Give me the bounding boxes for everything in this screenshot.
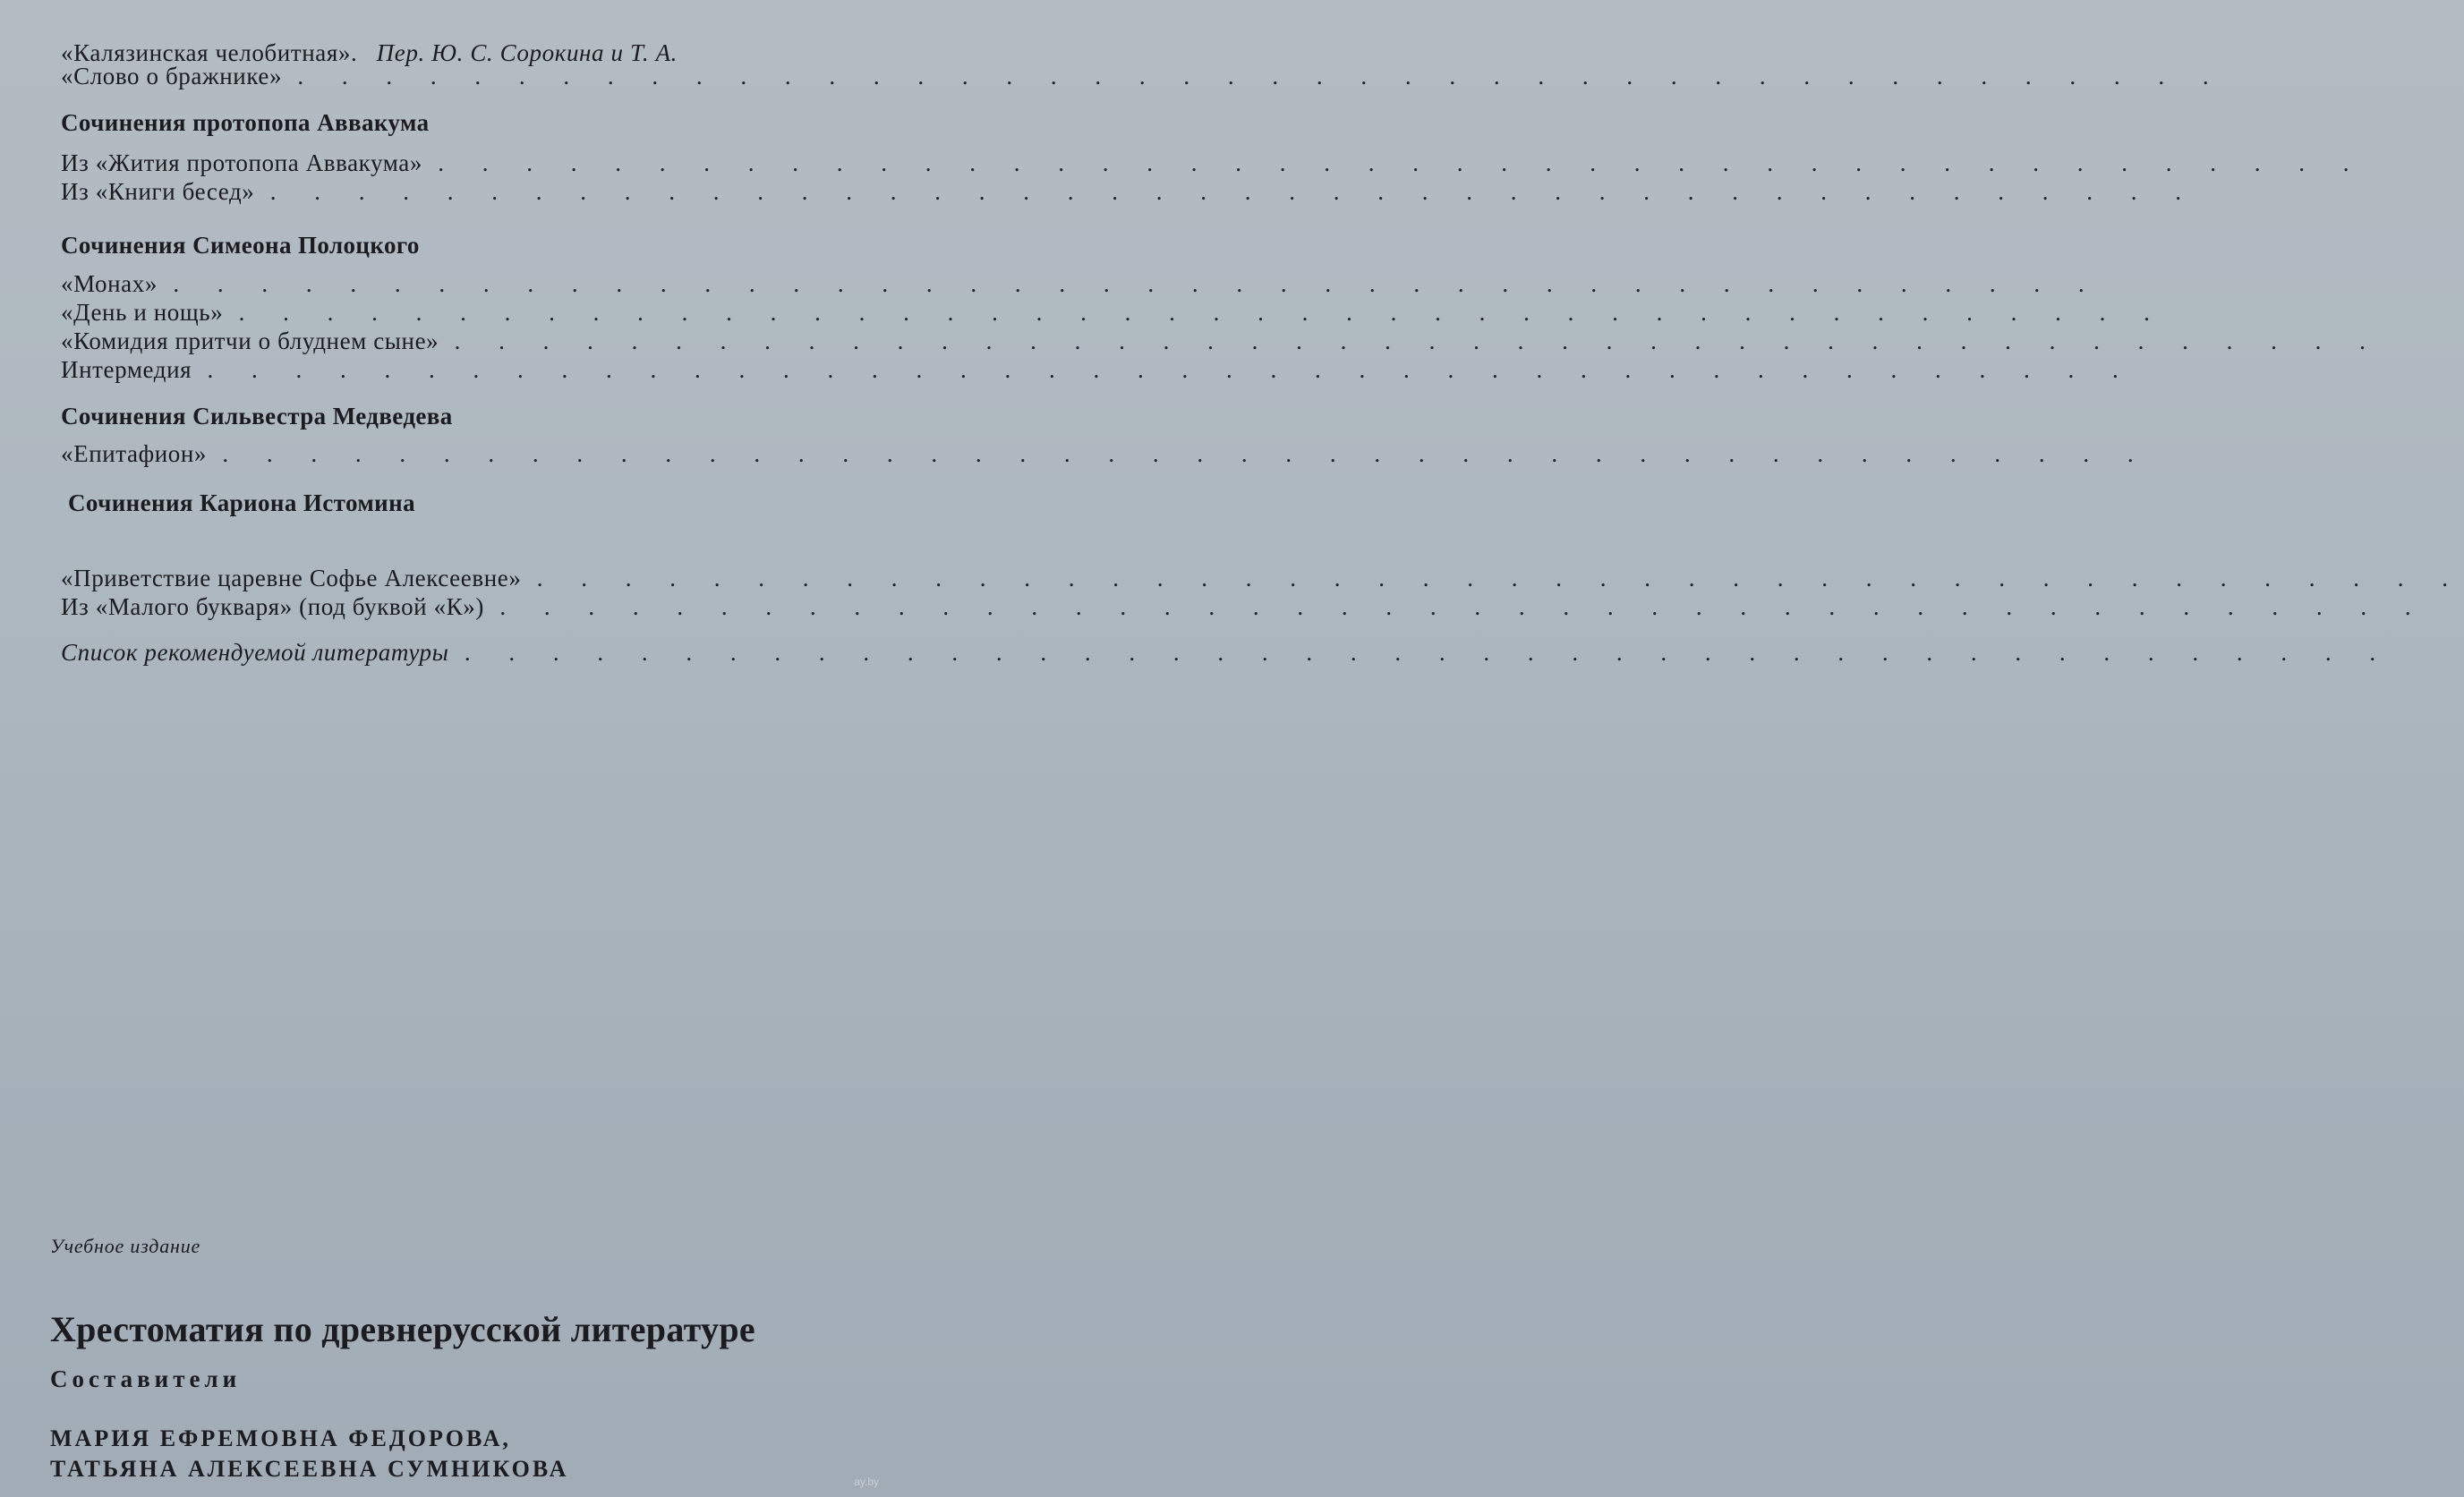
toc-entry-title: «Епитафион» xyxy=(61,440,207,467)
toc-entry-recommended-reading xyxy=(61,637,2392,668)
leader-dots: . . . . . . . . . . . . . . . . . . . . . . . . . . . . . . . . . . . . . . . . . . . . xyxy=(238,299,2166,326)
leader-dots: . . . . . . . . . . . . . . . . . . . . . . . . . . . . . . . . . . . . . . . . . . . . xyxy=(297,63,2225,89)
author-name: МАРИЯ ЕФРЕМОВНА ФЕДОРОВА, xyxy=(50,1425,511,1451)
section-heading-silvestr-medvedev: Сочинения Сильвестра Медведева xyxy=(61,403,453,430)
leader-dots: . . . . . . . . . . . . . . . . . . . . . . . . . . . . . . . . . . . . . . . . . . . . xyxy=(173,270,2101,297)
toc-entry xyxy=(61,297,2166,327)
toc-entry xyxy=(61,148,2366,178)
section-heading-karion-istomin: Сочинения Кариона Истомина xyxy=(68,489,415,516)
leader-dots: . . . . . . . . . . . . . . . . . . . . . . . . . . . . . . . . . . . . . . . . . . . . xyxy=(499,593,2427,620)
leader-dots: . . . . . . . . . . . . . . . . . . . . . . . . . . . . . . . . . . . . . . . . . . . . xyxy=(269,178,2198,205)
toc-entry-title: «Калязинская челобитная». xyxy=(61,39,358,66)
toc-entry-title: «Монах» xyxy=(61,270,158,297)
toc-entry xyxy=(61,176,2198,207)
toc-entry xyxy=(61,326,2382,356)
toc-entry-title: «День и нощь» xyxy=(61,299,224,326)
toc-entry xyxy=(61,268,2101,299)
section-heading-avvakum: Сочинения протопопа Аввакума xyxy=(61,109,430,136)
toc-entry-title: «Приветствие царевне Софье Алексеевне» xyxy=(61,565,522,591)
toc-entry-title: Из «Книги бесед» xyxy=(61,178,255,205)
watermark: ay.by xyxy=(854,1476,879,1488)
leader-dots: . . . . . . . . . . . . . . . . . . . . . . . . . . . . . . . . . . . . . . . . . . . . xyxy=(464,639,2392,666)
author-name: ТАТЬЯНА АЛЕКСЕЕВНА СУМНИКОВА xyxy=(50,1456,569,1482)
edition-type: Учебное издание xyxy=(50,1235,201,1257)
toc-entry xyxy=(61,563,2464,593)
toc-entry-title: Список рекомендуемой литературы xyxy=(61,639,449,666)
leader-dots: . . . . . . . . . . . . . . . . . . . . . . . . . . . . . . . . . . . . . . . . . . . . xyxy=(536,565,2464,591)
toc-entry xyxy=(61,438,2150,469)
toc-entry xyxy=(61,354,2135,385)
toc-entry-title: «Слово о бражнике» xyxy=(61,63,283,89)
toc-entry-title: Интермедия xyxy=(61,356,192,383)
compilers-label: Составители xyxy=(50,1365,242,1392)
toc-entry-title: «Комидия притчи о блуднем сыне» xyxy=(61,327,439,354)
toc-entry-translator: Пер. Ю. С. Сорокина и Т. А. xyxy=(376,39,678,66)
section-heading-simeon-polotsky: Сочинения Симеона Полоцкого xyxy=(61,232,420,259)
leader-dots: . . . . . . . . . . . . . . . . . . . . . . . . . . . . . . . . . . . . . . . . . . . . xyxy=(207,356,2135,383)
toc-entry-slovo-o-brazhnike xyxy=(61,61,2225,91)
toc-entry-title: Из «Жития протопопа Аввакума» xyxy=(61,149,422,176)
toc-entry xyxy=(61,591,2427,622)
leader-dots: . . . . . . . . . . . . . . . . . . . . . . . . . . . . . . . . . . . . . . . . . . . . xyxy=(438,149,2366,176)
leader-dots: . . . . . . . . . . . . . . . . . . . . . . . . . . . . . . . . . . . . . . . . . . . . xyxy=(454,327,2382,354)
toc-entry-title: Из «Малого букваря» (под буквой «К») xyxy=(61,593,484,620)
book-title: Хрестоматия по древнерусской литературе xyxy=(50,1309,755,1349)
leader-dots: . . . . . . . . . . . . . . . . . . . . . . . . . . . . . . . . . . . . . . . . . . . . xyxy=(222,440,2150,467)
